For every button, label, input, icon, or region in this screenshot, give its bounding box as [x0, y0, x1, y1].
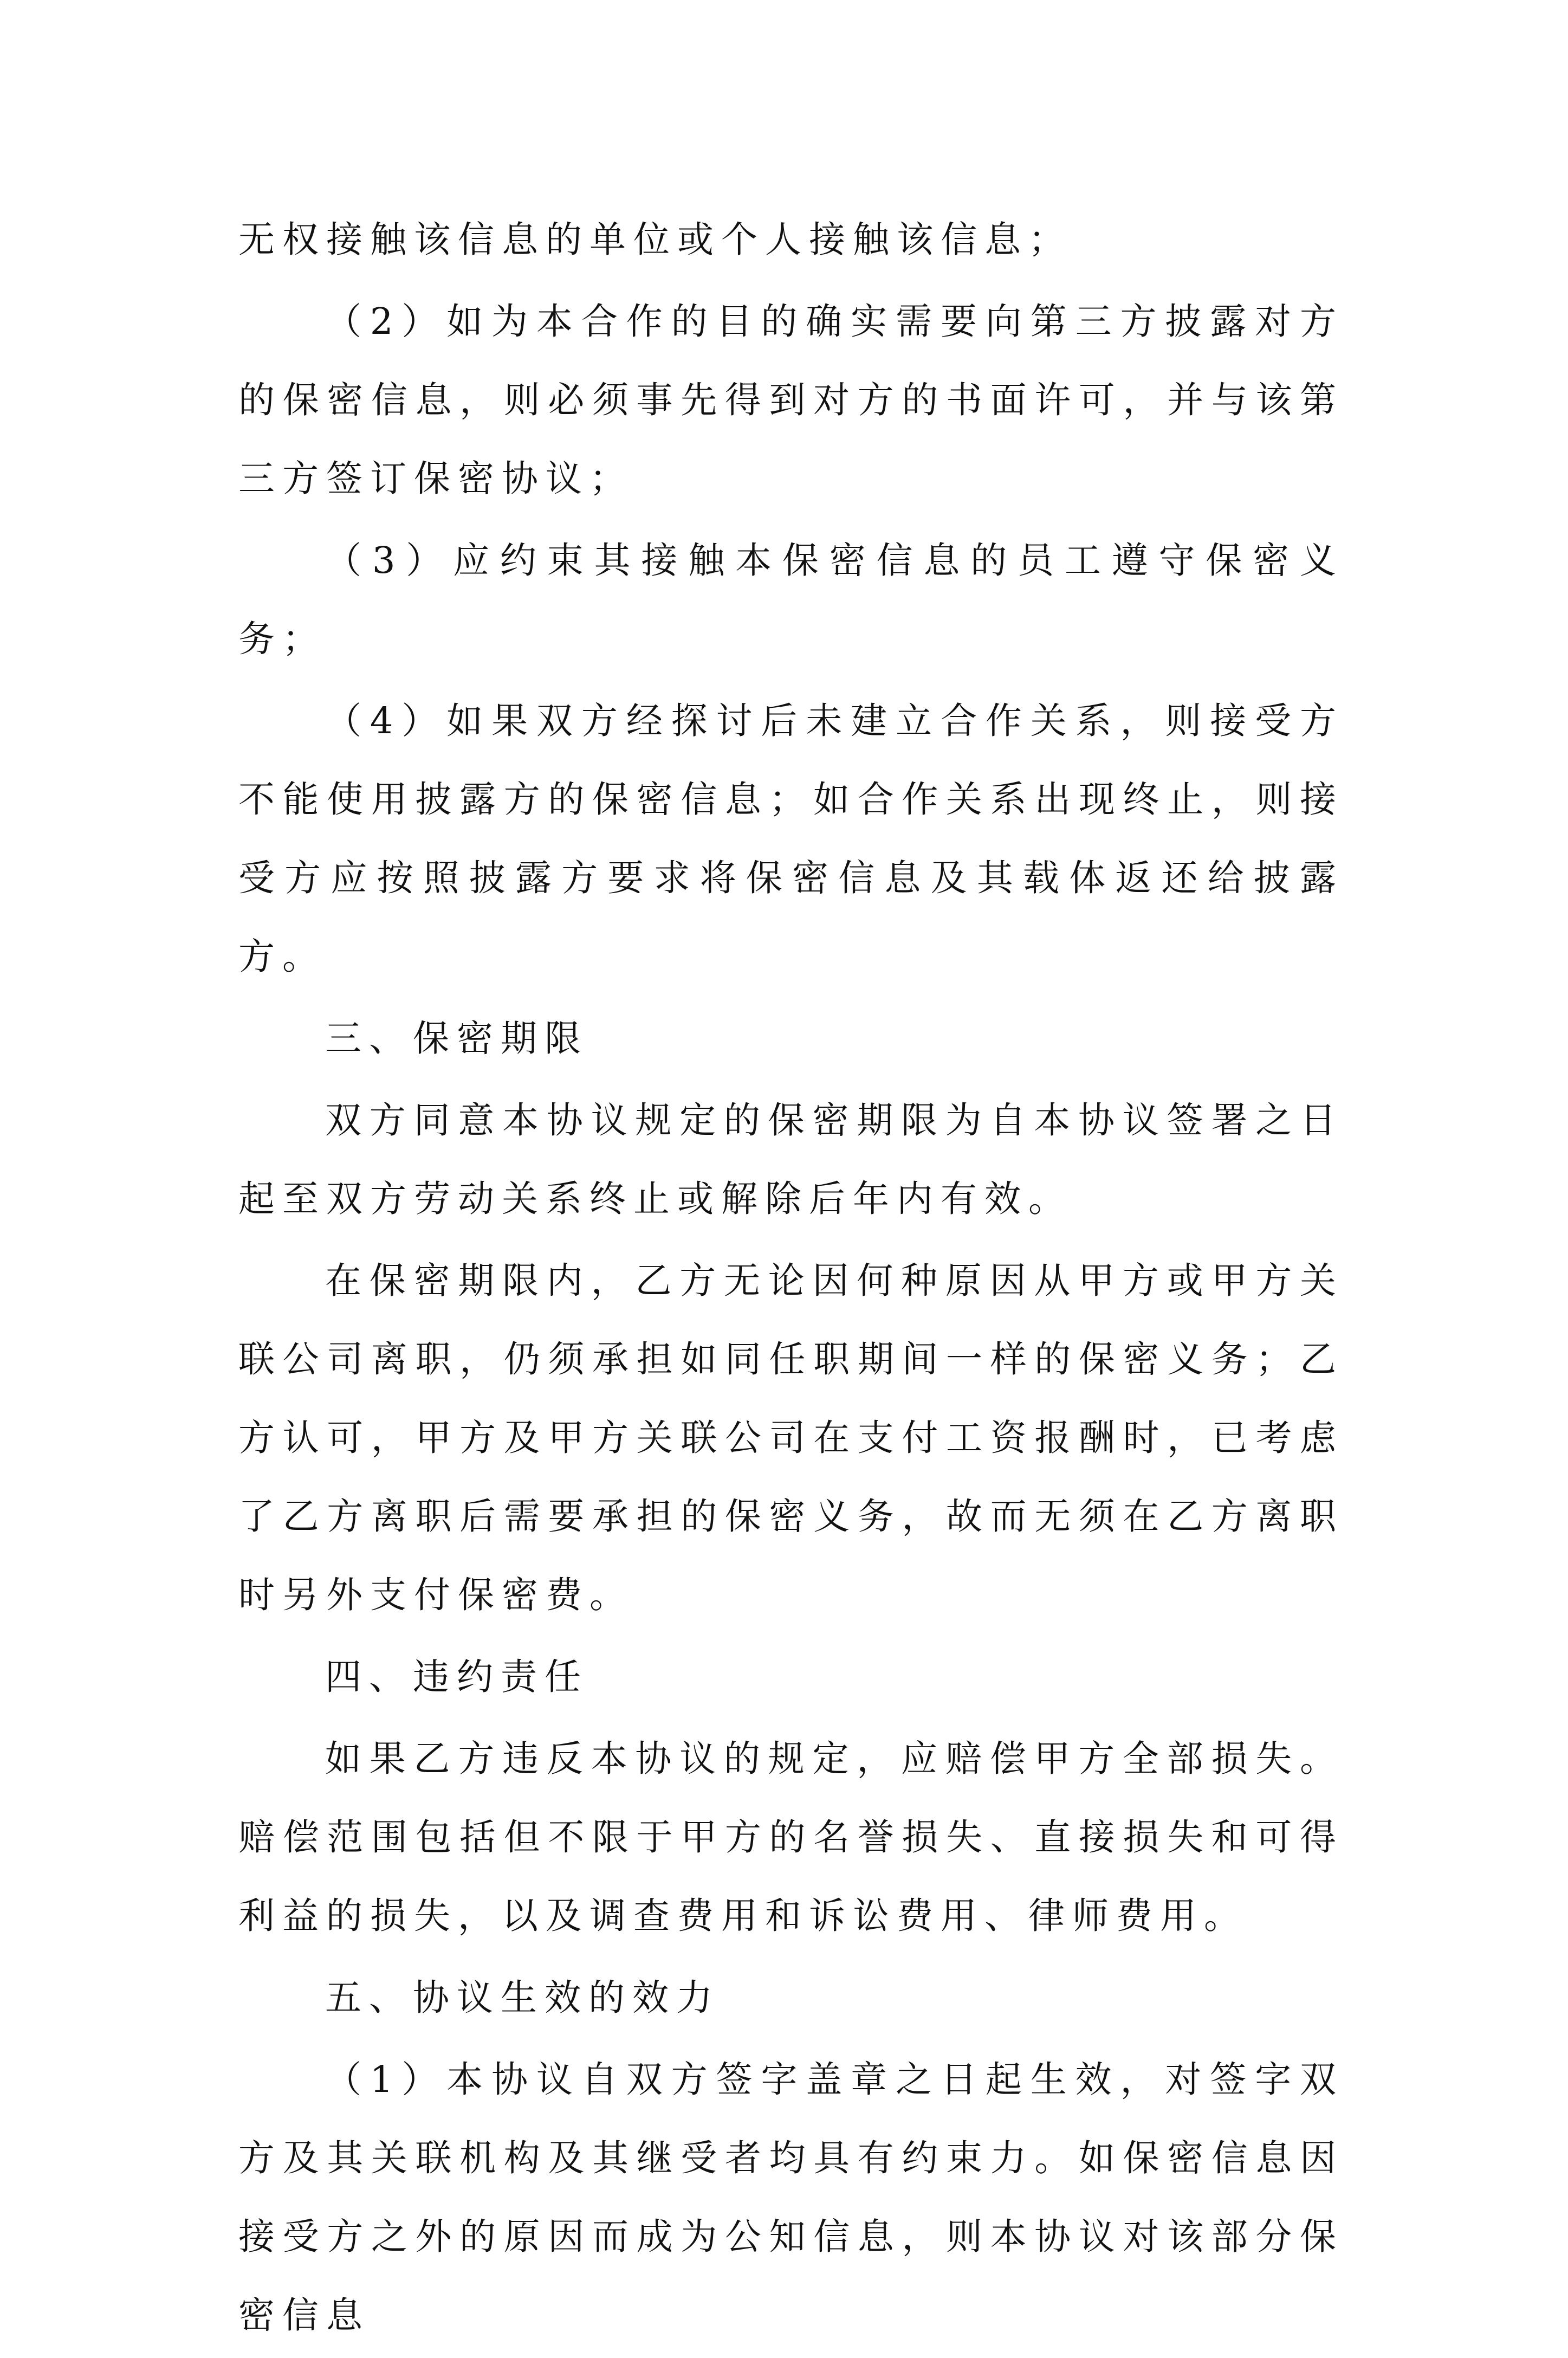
liability-paragraph: 如果乙方违反本协议的规定，应赔偿甲方全部损失。赔偿范围包括但不限于甲方的名誉损失、直接损失和可得利益的损失，以及调查费用和诉讼费用、律师费用。 — [238, 1737, 1344, 1937]
clause-2-paragraph: （2）如为本合作的目的确实需要向第三方披露对方的保密信息，则必须事先得到对方的书面许可，并与该第三方签订保密协议； — [238, 300, 1344, 500]
document-body — [238, 201, 1344, 2358]
clause-3-paragraph: （3）应约束其接触本保密信息的员工遵守保密义务； — [238, 539, 1344, 660]
clause-4-paragraph: （4）如果双方经探讨后未建立合作关系，则接受方不能使用披露方的保密信息；如合作关系出现终止，则接受方应按照披露方要求将保密信息及其载体返还给披露方。 — [238, 700, 1344, 978]
confidentiality-period-paragraph-1: 双方同意本协议规定的保密期限为自本协议签署之日起至双方劳动关系终止或解除后年内有效。 — [238, 1099, 1344, 1220]
paragraph-continuation: 无权接触该信息的单位或个人接触该信息； — [238, 218, 1072, 261]
section-heading-liability: 四、违约责任 — [325, 1656, 588, 1698]
effectiveness-paragraph-1: （1）本协议自双方签字盖章之日起生效，对签字双方及其关联机构及其继受者均具有约束力。如保密信息因接受方之外的原因而成为公知信息，则本协议对该部分保密信息 — [238, 2058, 1344, 2336]
confidentiality-period-paragraph-2: 在保密期限内，乙方无论因何种原因从甲方或甲方关联公司离职，仍须承担如同任职期间一样的保密义务；乙方认可，甲方及甲方关联公司在支付工资报酬时，已考虑了乙方离职后需要承担的保密义务，故而无须在乙方离职时另外支付保密费。 — [238, 1259, 1344, 1616]
section-heading-confidentiality-period: 三、保密期限 — [325, 1017, 588, 1060]
section-heading-effectiveness: 五、协议生效的效力 — [325, 1976, 720, 2019]
